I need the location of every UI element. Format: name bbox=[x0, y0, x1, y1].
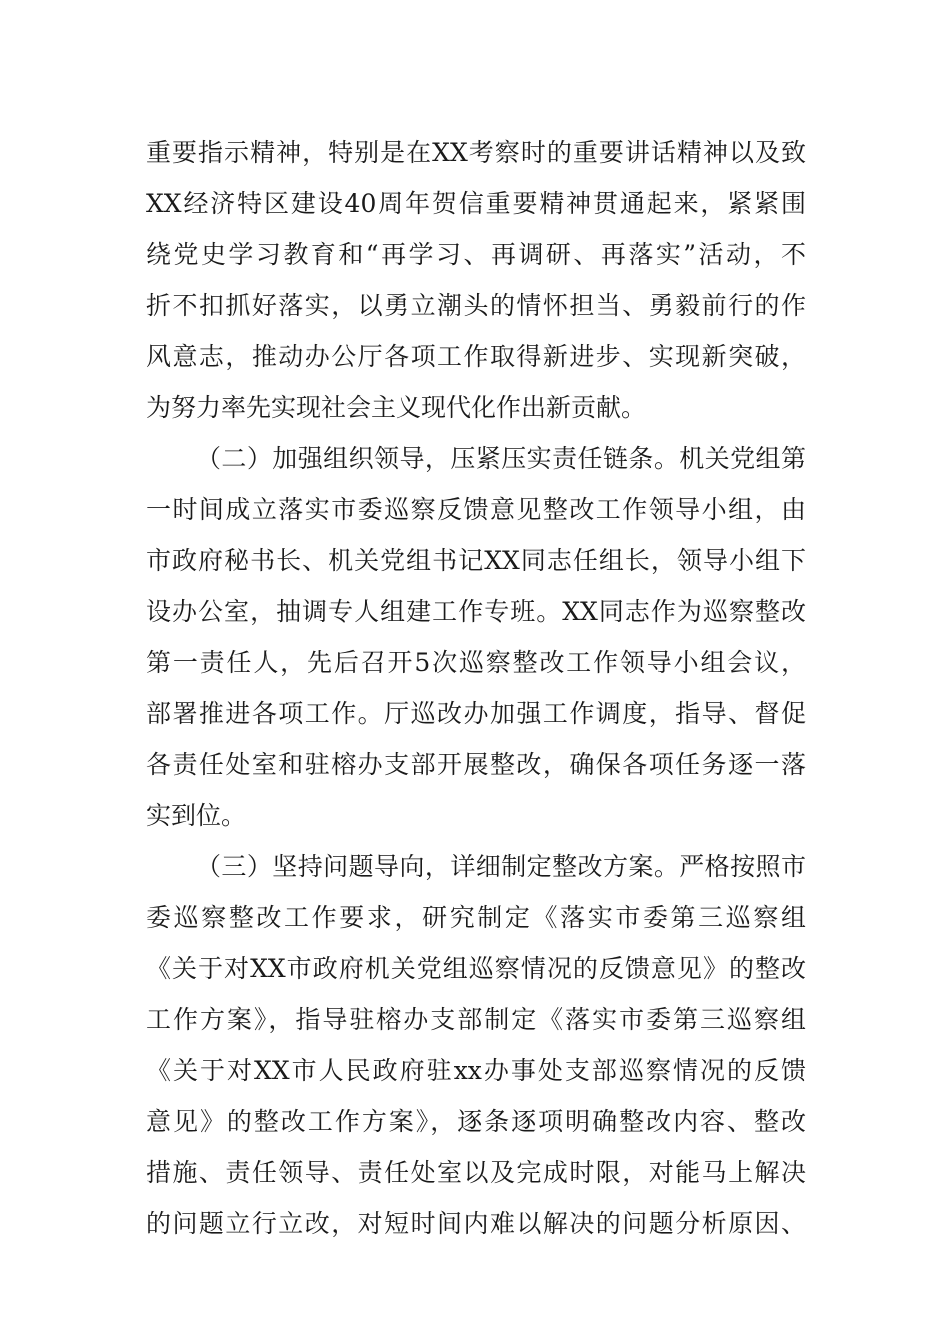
paragraph-line: 风意志，推动办公厅各项工作取得新进步、实现新突破， bbox=[146, 342, 806, 371]
paragraph-first-line: （二）加强组织领导，压紧压实责任链条。机关党组第 bbox=[196, 444, 806, 473]
paragraph-line: 工作方案》，指导驻榕办支部制定《落实市委第三巡察组 bbox=[146, 1005, 806, 1034]
paragraph-line: 的问题立行立改，对短时间内难以解决的问题分析原因、 bbox=[146, 1209, 806, 1238]
paragraph-line: 措施、责任领导、责任处室以及完成时限，对能马上解决 bbox=[146, 1158, 806, 1187]
paragraph-line: 重要指示精神，特别是在XX考察时的重要讲话精神以及致 bbox=[146, 138, 806, 167]
paragraph-line: 为努力率先实现社会主义现代化作出新贡献。 bbox=[146, 393, 647, 422]
paragraph-line: 实到位。 bbox=[146, 801, 247, 830]
paragraph-line: 第一责任人，先后召开5次巡察整改工作领导小组会议， bbox=[146, 648, 806, 677]
paragraph-line: 绕党史学习教育和“再学习、再调研、再落实”活动，不 bbox=[146, 240, 806, 269]
body-text bbox=[146, 127, 806, 1249]
paragraph-line: XX经济特区建设40周年贺信重要精神贯通起来，紧紧围 bbox=[146, 189, 806, 218]
paragraph-line: 设办公室，抽调专人组建工作专班。XX同志作为巡察整改 bbox=[146, 597, 806, 626]
paragraph-line: 各责任处室和驻榕办支部开展整改，确保各项任务逐一落 bbox=[146, 750, 806, 779]
paragraph-line: 一时间成立落实市委巡察反馈意见整改工作领导小组，由 bbox=[146, 495, 806, 524]
paragraph-line: 折不扣抓好落实，以勇立潮头的情怀担当、勇毅前行的作 bbox=[146, 291, 806, 320]
paragraph-line: 部署推进各项工作。厅巡改办加强工作调度，指导、督促 bbox=[146, 699, 806, 728]
paragraph-line: 《关于对XX市人民政府驻xx办事处支部巡察情况的反馈 bbox=[146, 1056, 806, 1085]
paragraph-line: 市政府秘书长、机关党组书记XX同志任组长，领导小组下 bbox=[146, 546, 806, 575]
paragraph-line: 意见》的整改工作方案》，逐条逐项明确整改内容、整改 bbox=[146, 1107, 806, 1136]
paragraph-line: 委巡察整改工作要求，研究制定《落实市委第三巡察组 bbox=[146, 903, 806, 932]
paragraph-line: 《关于对XX市政府机关党组巡察情况的反馈意见》的整改 bbox=[146, 954, 806, 983]
paragraph-first-line: （三）坚持问题导向，详细制定整改方案。严格按照市 bbox=[196, 852, 806, 881]
